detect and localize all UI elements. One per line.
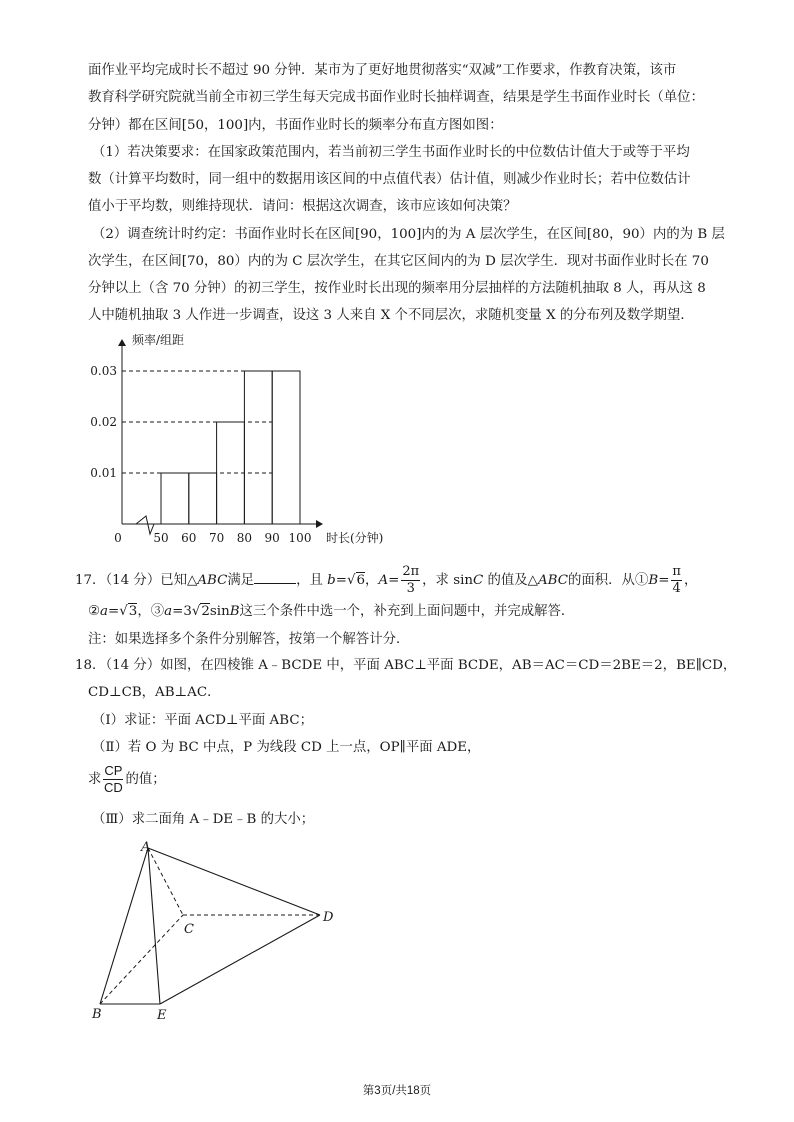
x-axis-label: 时长(分钟) — [326, 531, 384, 545]
origin-label: 0 — [114, 531, 122, 545]
tick-labels — [90, 364, 311, 545]
q17-text-5: ，求 sin — [422, 573, 473, 588]
q17-abc: ABC — [197, 573, 228, 588]
intro-line-2: 教育科学研究院就当前全市初三学生每天完成书面作业时长抽样调查，结果是学生书面作业时长（单位： — [88, 90, 704, 105]
y-tick-label: 0.03 — [90, 364, 117, 378]
q18-score: （14 分） — [105, 658, 161, 673]
q17-angle-b: B — [648, 573, 659, 588]
histogram-bars — [161, 371, 300, 524]
q17-text-1: 已知△ — [160, 573, 198, 588]
q17-coef-3: 3 — [183, 604, 192, 619]
histogram-bar — [189, 473, 217, 524]
q17-pi-num: π — [672, 564, 681, 579]
q17-frac-num: 2π — [402, 564, 420, 579]
q18-part-1: （Ⅰ）求证：平面 ACD⊥平面 ABC； — [92, 713, 313, 728]
part1-line-3: 值小于平均数，则维持现状．请问：根据这次调查，该市应该如何决策？ — [88, 199, 517, 214]
q18-frac-cp-cd — [103, 763, 123, 796]
q17-b-angle: B — [229, 604, 240, 619]
q17-line-1: 17．（14 分）已知△ABC满足 ，且 b=√6，A= $\frac{2\pi}{3}$ ，求 sinC 的值及△ABC的面积．从①B= $\frac{\pi}{4}$ ， — [75, 564, 698, 596]
q18-ask-end: 的值； — [125, 772, 166, 787]
q18-text-1: 如图，在四棱锥 A﹣BCDE 中，平面 ABC⊥平面 BCDE，AB＝AC＝CD＝2BE＝2，BE∥CD， — [160, 658, 737, 673]
intro-line-3: 分钟）都在区间[50，100]内，书面作业时长的频率分布直方图如图： — [88, 118, 503, 133]
q18-frac-num: CP — [104, 763, 123, 778]
q18-number: 18． — [75, 658, 106, 673]
q17-eq-1: = — [335, 573, 347, 588]
guide-lines — [122, 371, 272, 473]
q18-line-1 — [75, 657, 736, 675]
x-tick-label: 60 — [181, 531, 197, 545]
q18-ask-line — [88, 763, 166, 796]
q17-text-9: ，③ — [137, 604, 165, 619]
q17-text-3: ，且 — [296, 573, 328, 588]
edge-ab — [100, 848, 148, 1004]
edge-ad — [148, 848, 320, 915]
q17-frac-den: 3 — [406, 581, 415, 596]
q17-frac-pi-4 — [671, 564, 682, 597]
q17-score: （14 分） — [105, 573, 161, 588]
q17-a: a — [100, 604, 108, 619]
q17-text-4: ， — [365, 573, 379, 588]
q17-frac-2pi-3 — [401, 564, 420, 597]
q17-b: b — [327, 573, 336, 588]
hidden-edge-ac — [148, 848, 183, 915]
part2-line-3: 分钟以上（含 70 分钟）的初三学生，按作业时长出现的频率用分层抽样的方法随机抽取 8 人，再从这 8 — [88, 281, 706, 296]
x-tick-label: 100 — [288, 531, 312, 545]
part2-line-4: 人中随机抽取 3 人作进一步调查，设这 3 人来自 X 个不同层次，求随机变量 X 的分布列及数学期望． — [88, 308, 694, 323]
q17-text-6: 的值及△ — [483, 573, 538, 588]
q17-sqrt-2: 2 — [201, 604, 210, 619]
part1-line-2: 数（计算平均数时，同一组中的数据用该区间的中点值代表）估计值，则减少作业时长；若中位数估计 — [88, 172, 691, 187]
q17-c: C — [473, 573, 484, 588]
q17-text-7: 的面积．从① — [568, 573, 649, 588]
part2-line-1: （2）调查统计时约定：书面作业时长在区间[90，100]内的为 A 层次学生，在区间[80，90）内的为 B 层 — [92, 227, 725, 242]
vertex-label-e: E — [157, 1008, 167, 1023]
intro-line-1: 面作业平均完成时长不超过 90 分钟．某市为了更好地贯彻落实“双减”工作要求，作教育决策，该市 — [88, 63, 677, 78]
q17-sin: sin — [209, 604, 230, 619]
edge-ae — [148, 848, 160, 1004]
page-footer: 第3页/共18页 — [362, 1085, 432, 1097]
q17-eq-4: = — [108, 604, 120, 619]
q17-angle-a: A — [378, 573, 389, 588]
y-axis-label: 频率/组距 — [132, 333, 185, 347]
vertex-label-c: C — [184, 922, 194, 937]
q18-frac-den: CD — [104, 780, 123, 795]
q17-text-10: 这三个条件中选一个，补充到上面问题中，并完成解答． — [239, 604, 575, 619]
histogram-bar — [161, 473, 189, 524]
q18-part-3: （Ⅲ）求二面角 A﹣DE﹣B 的大小； — [92, 812, 315, 827]
q17-eq-5: = — [172, 604, 184, 619]
part2-line-2: 次学生，在区间[70，80）内的为 C 层次学生，在其它区间内的为 D 层次学生．现对书面作业时长在 70 — [88, 254, 709, 269]
q17-eq-2: = — [388, 573, 400, 588]
axis-break-mark — [136, 516, 154, 534]
vertex-label-b: B — [92, 1007, 102, 1022]
q17-a-2: a — [164, 604, 173, 619]
axes — [122, 340, 322, 534]
x-tick-label: 70 — [208, 531, 225, 545]
q17-number: 17． — [75, 573, 106, 588]
q18-line-2: CD⊥CB，AB⊥AC． — [88, 685, 221, 700]
q17-sqrt-3: 3 — [128, 604, 138, 619]
histogram-bar — [244, 371, 272, 524]
q17-circle-2: ② — [88, 604, 101, 619]
q17-line-2: ②a=√3，③a=3√2sinB这三个条件中选一个，补充到上面问题中，并完成解答． — [88, 604, 575, 619]
y-tick-label: 0.01 — [90, 466, 117, 480]
y-tick-label: 0.02 — [90, 415, 117, 429]
x-tick-label: 80 — [236, 531, 253, 545]
q18-ask: 求 — [88, 772, 102, 787]
hidden-edge-bc — [100, 915, 183, 1004]
q17-fill-blank[interactable] — [254, 571, 296, 584]
vertex-label-a: A — [141, 840, 151, 855]
q17-note: 注：如果选择多个条件分别解答，按第一个解答计分． — [88, 632, 410, 647]
q17-eq-3: = — [658, 573, 670, 588]
part1-line-1: （1）若决策要求：在国家政策范围内，若当前初三学生书面作业时长的中位数估计值大于或等于平均 — [92, 145, 690, 160]
q17-text-2: 满足 — [227, 573, 255, 588]
q17-sqrt-6: 6 — [356, 573, 366, 588]
pyramid-figure — [80, 835, 350, 1025]
q17-text-8: ， — [683, 573, 698, 588]
frequency-histogram — [80, 326, 420, 552]
vertex-label-d: D — [323, 910, 334, 925]
x-tick-label: 50 — [153, 531, 169, 545]
q18-part-2: （Ⅱ）若 O 为 BC 中点，P 为线段 CD 上一点，OP∥平面 ADE， — [92, 740, 481, 755]
histogram-bar — [272, 371, 300, 524]
q17-abc-2: ABC — [537, 573, 568, 588]
x-tick-label: 90 — [264, 531, 280, 545]
q17-pi-den: 4 — [672, 581, 681, 596]
